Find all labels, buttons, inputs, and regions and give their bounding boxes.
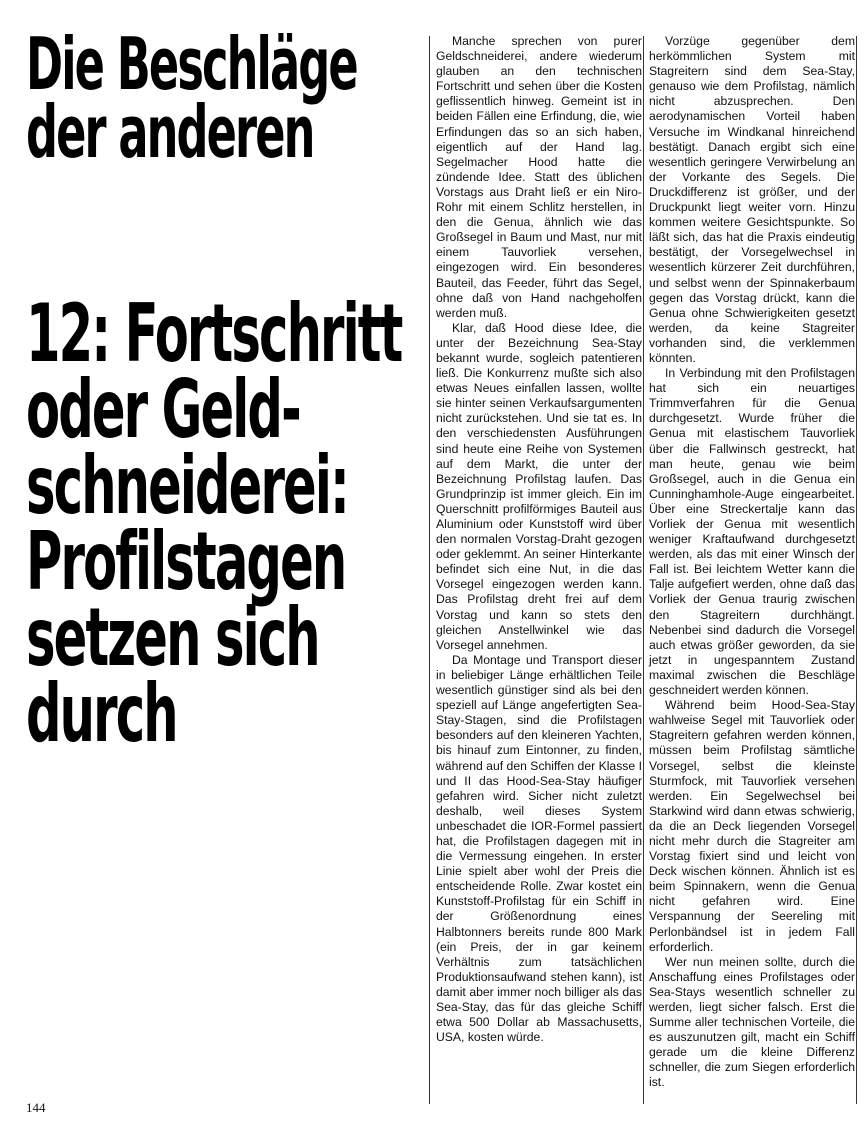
- paragraph: Wer nun meinen sollte, durch die Anschaffung eines Profilstages oder Sea-Stays wesentlich schneller zu werden, liegt sicher falsch. Erst die Summe aller technischen Vorteile, die es auszunutzen gilt, macht ein Schiff gerade um die kleine Differenz schneller, die zum Siegen erforderlich ist.: [649, 954, 855, 1090]
- paragraph: Manche sprechen von purer Geldschneiderei, andere wiederum glauben an den technischen Fortschritt und sehen über die Kosten geflissentlich hinweg. Gemeint ist in beiden Fällen eine Erfindung, die, wie Erfindungen das so an sich haben, eigentlich auf der Hand lag. Segelmacher Hood hatte die zündende Idee. Statt des üblichen Vorstags aus Draht ließ er ein Niro-Rohr mit einem Schlitz herstellen, in den die Genua, ähnlich wie das Großsegel in Baum und Mast, nur mit einem Tauvorliek versehen, eingezogen wird. Ein besonderes Bauteil, das Feeder, führt das Segel, ohne daß von Hand nachgeholfen werden muß.: [436, 34, 642, 320]
- headline-line: 12: Fortschritt: [26, 287, 402, 380]
- headline-line: schneiderei:: [26, 439, 348, 532]
- headline-line: setzen sich: [26, 591, 319, 684]
- paragraph: Während beim Hood-Sea-Stay wahlweise Segel mit Tauvorliek oder Stagreitern gefahren werden können, müssen beim Profilstag sämtliche Vorsegel, selbst die kleinste Sturmfock, mit Tauvorliek versehen werden. Ein Segelwechsel bei Starkwind wird dann etwas schwierig, da die an Deck liegenden Vorsegel nicht mehr durch die Stagreiter am Vorstag fixiert sind und leicht von Deck wischen können. Ähnlich ist es beim Spinnakern, wenn die Genua nicht gefahren wird. Eine Verspannung der Seereling mit Perlonbändsel ist in jedem Fall erforderlich.: [649, 698, 855, 954]
- headline-line: der anderen: [26, 90, 314, 174]
- headline-line: oder Geld-: [26, 363, 300, 456]
- column-divider: [429, 36, 430, 1104]
- paragraph: In Verbindung mit den Profilstagen hat sich ein neuartiges Trimmverfahren für die Genua durchgesetzt. Wurde früher die Genua mit elastischem Tauvorliek über die Fallwinsch gestreckt, hat man heute, genau wie beim Großsegel, auch in die Genua ein Cunninghamhole-Auge eingearbeitet. Über eine Streckertalje kann das Vorliek der Genua mit wesentlich weniger Kraftaufwand durchgesetzt werden, als das mit einer Winsch der Fall ist. Bei leichtem Wetter kann die Talje aufgefiert werden, ohne daß das Vorliek der Genua traurig zwischen den Stagreitern durchhängt. Nebenbei sind dadurch die Vorsegel auch etwas größer geworden, da sie jetzt in ungespanntem Zustand maximal zwischen die Beschläge geschneidert werden können.: [649, 366, 855, 698]
- headline-line: Die Beschläge: [26, 22, 357, 106]
- article-column-2: [649, 34, 855, 1091]
- paragraph: Vorzüge gegenüber dem herkömmlichen System mit Stagreitern sind dem Sea-Stay, genauso wie dem Profilstag, nämlich nicht abzusprechen. Den aerodynamischen Vorteil haben Versuche im Windkanal hinreichend bestätigt. Danach ergibt sich eine wesentlich geringere Verwirbelung an der Vorkante des Segels. Die Druckdifferenz ist größer, und der Druckpunkt liegt weiter vorn. Hinzu kommen weitere Gesichtspunkte. So läßt sich, das hat die Praxis eindeutig bestätigt, der Vorsegelwechsel in wesentlich kürzerer Zeit durchführen, und selbst wenn der Spinnakerbaum gegen das Vorstag drückt, kann die Genua ohne Schwierigkeiten gesetzt werden, da keine Stagreiter vorhanden sind, die verklemmen könnten.: [649, 34, 855, 365]
- article-column-1: [436, 34, 642, 1045]
- headline-line: durch: [26, 667, 177, 760]
- paragraph: Da Montage und Transport dieser in beliebiger Länge erhältlichen Teile wesentlich günstiger sind als bei den speziell auf Länge angefertigten Sea-Stay-Stagen, sind die Profilstagen besonders auf den kleineren Yachten, bis hinauf zum Eintonner, zu finden, während auf den Schiffen der Klasse I und II das Hood-Sea-Stay häufiger gefahren wird. Sicher nicht zuletzt deshalb, weil dieses System unbeschadet die IOR-Formel passiert hat, die Profilstagen dagegen mit in die Vermessung eingehen. In erster Linie spielt aber wohl der Preis die entscheidende Rolle. Zwar kostet ein Kunststoff-Profilstag für ein Schiff in der Größenordnung eines Halbtonners bereits runde 800 Mark (ein Preis, der in gar keinem Verhältnis zum tatsächlichen Produktionsaufwand stehen kann), ist damit aber immer noch billiger als das Sea-Stay, das für das gleiche Schiff etwa 500 Dollar ab Massachusetts, USA, kosten würde.: [436, 652, 642, 1045]
- paragraph: Klar, daß Hood diese Idee, die unter der Bezeichnung Sea-Stay bekannt wurde, sogleich patentieren ließ. Die Konkurrenz mußte sich also etwas Neues einfallen lassen, wollte sie hinter seinen Verkaufsargumenten nicht zurückstehen. Und sie tat es. In den verschiedensten Ausführungen sind heute eine Reihe von Systemen auf dem Markt, die unter der Bezeichnung Profilstag laufen. Das Grundprinzip ist immer gleich. Ein im Querschnitt profilförmiges Bauteil aus Aluminium oder Kunststoff wird über den normalen Vorstag-Draht gezogen oder geklemmt. An seiner Hinterkante befindet sich eine Nut, in die das Vorsegel eingezogen werden kann. Das Profilstag dreht frei auf dem Vorstag und kann so stets den gleichen Anstellwinkel wie das Vorsegel annehmen.: [436, 320, 642, 652]
- column-divider: [643, 36, 644, 1104]
- column-divider: [856, 36, 857, 1104]
- headline-line: Profilstagen: [26, 515, 346, 608]
- headline: [26, 22, 402, 760]
- page-number: 144: [26, 1100, 46, 1115]
